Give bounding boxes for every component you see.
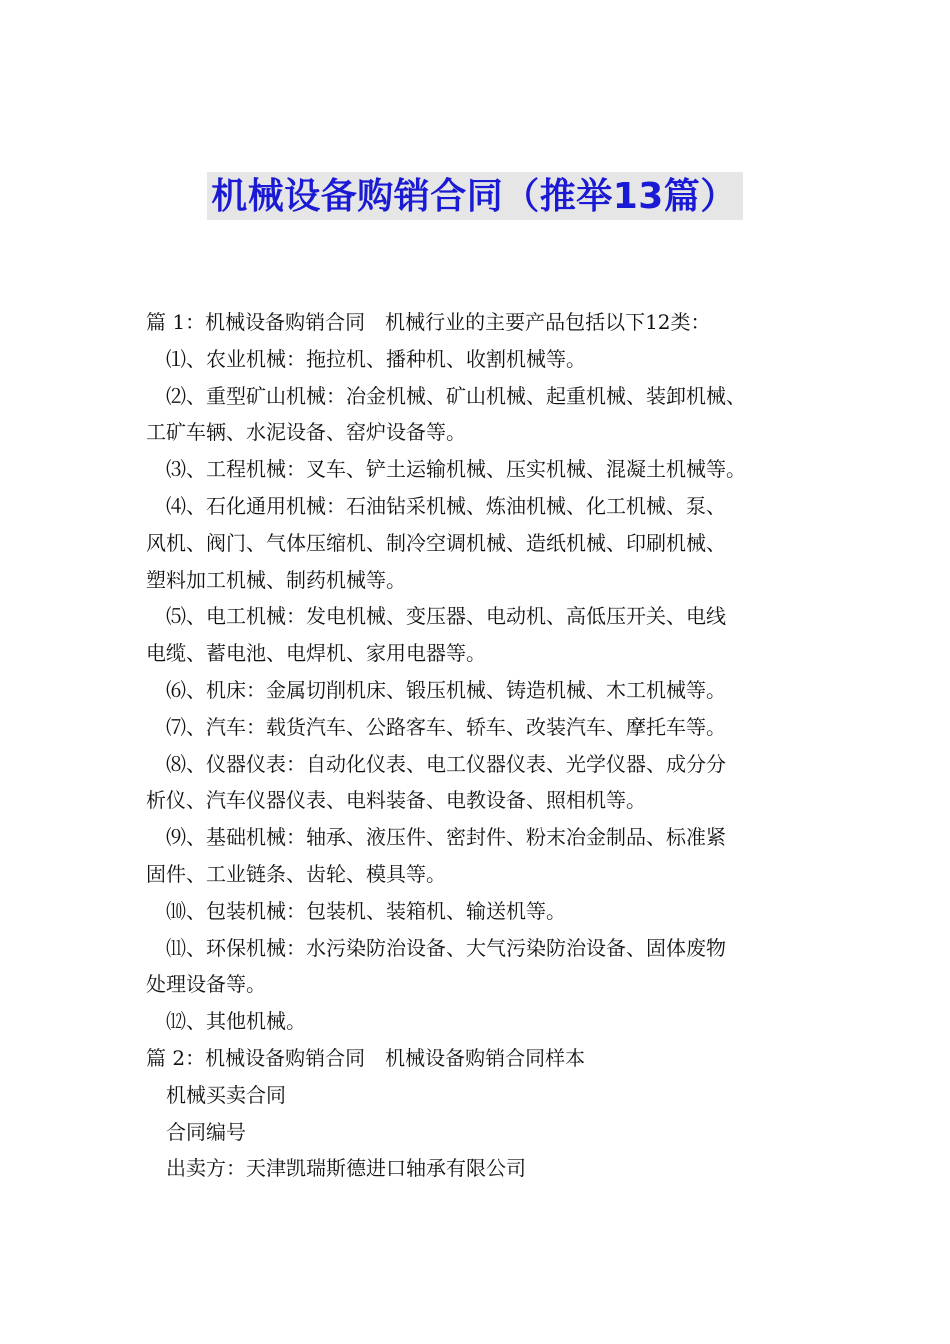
paragraph-line: 机械买卖合同 [166,1082,286,1107]
paragraph-line: ⑴、农业机械：拖拉机、播种机、收割机械等。 [166,346,586,371]
paragraph-line: 篇 2：机械设备购销合同 机械设备购销合同样本 [146,1045,586,1070]
paragraph-line: ⑼、基础机械：轴承、液压件、密封件、粉末冶金制品、标准紧 [166,825,726,850]
paragraph-line: ⑻、仪器仪表：自动化仪表、电工仪器仪表、光学仪器、成分分 [166,751,726,776]
paragraph-line: 固件、工业链条、齿轮、模具等。 [146,861,446,886]
paragraph-line: ⑵、重型矿山机械：冶金机械、矿山机械、起重机械、装卸机械、 [166,383,746,408]
paragraph-line: ⑿、其他机械。 [166,1009,306,1034]
paragraph-line: 电缆、蓄电池、电焊机、家用电器等。 [146,641,486,666]
paragraph-line: 篇 1：机械设备购销合同 机械行业的主要产品包括以下12类： [146,310,711,334]
paragraph-line: 出卖方：天津凯瑞斯德进口轴承有限公司 [166,1156,526,1181]
paragraph-line: 析仪、汽车仪器仪表、电料装备、电教设备、照相机等。 [146,788,646,813]
paragraph-line: ⑾、环保机械：水污染防治设备、大气污染防治设备、固体废物 [166,935,726,960]
paragraph-line: 工矿车辆、水泥设备、窑炉设备等。 [146,420,466,445]
paragraph-line: 风机、阀门、气体压缩机、制冷空调机械、造纸机械、印刷机械、 [146,530,726,555]
paragraph-line: ⑺、汽车：载货汽车、公路客车、轿车、改装汽车、摩托车等。 [166,714,726,739]
paragraph-line: 合同编号 [166,1119,246,1144]
paragraph-line: ⑶、工程机械：叉车、铲土运输机械、压实机械、混凝土机械等。 [166,457,746,482]
paragraph-line: 处理设备等。 [146,972,266,997]
title-container [0,172,950,220]
paragraph-line: ⑹、机床：金属切削机床、锻压机械、铸造机械、木工机械等。 [166,677,726,702]
paragraph-line: ⑷、石化通用机械：石油钻采机械、炼油机械、化工机械、泵、 [166,493,726,518]
paragraph-line: 塑料加工机械、制药机械等。 [146,567,406,592]
document-title: 机械设备购销合同（推举13篇） [207,172,743,220]
paragraph-line: ⑽、包装机械：包装机、装箱机、输送机等。 [166,898,566,923]
paragraph-line: ⑸、电工机械：发电机械、变压器、电动机、高低压开关、电线 [166,604,726,629]
document-body [146,304,826,1187]
